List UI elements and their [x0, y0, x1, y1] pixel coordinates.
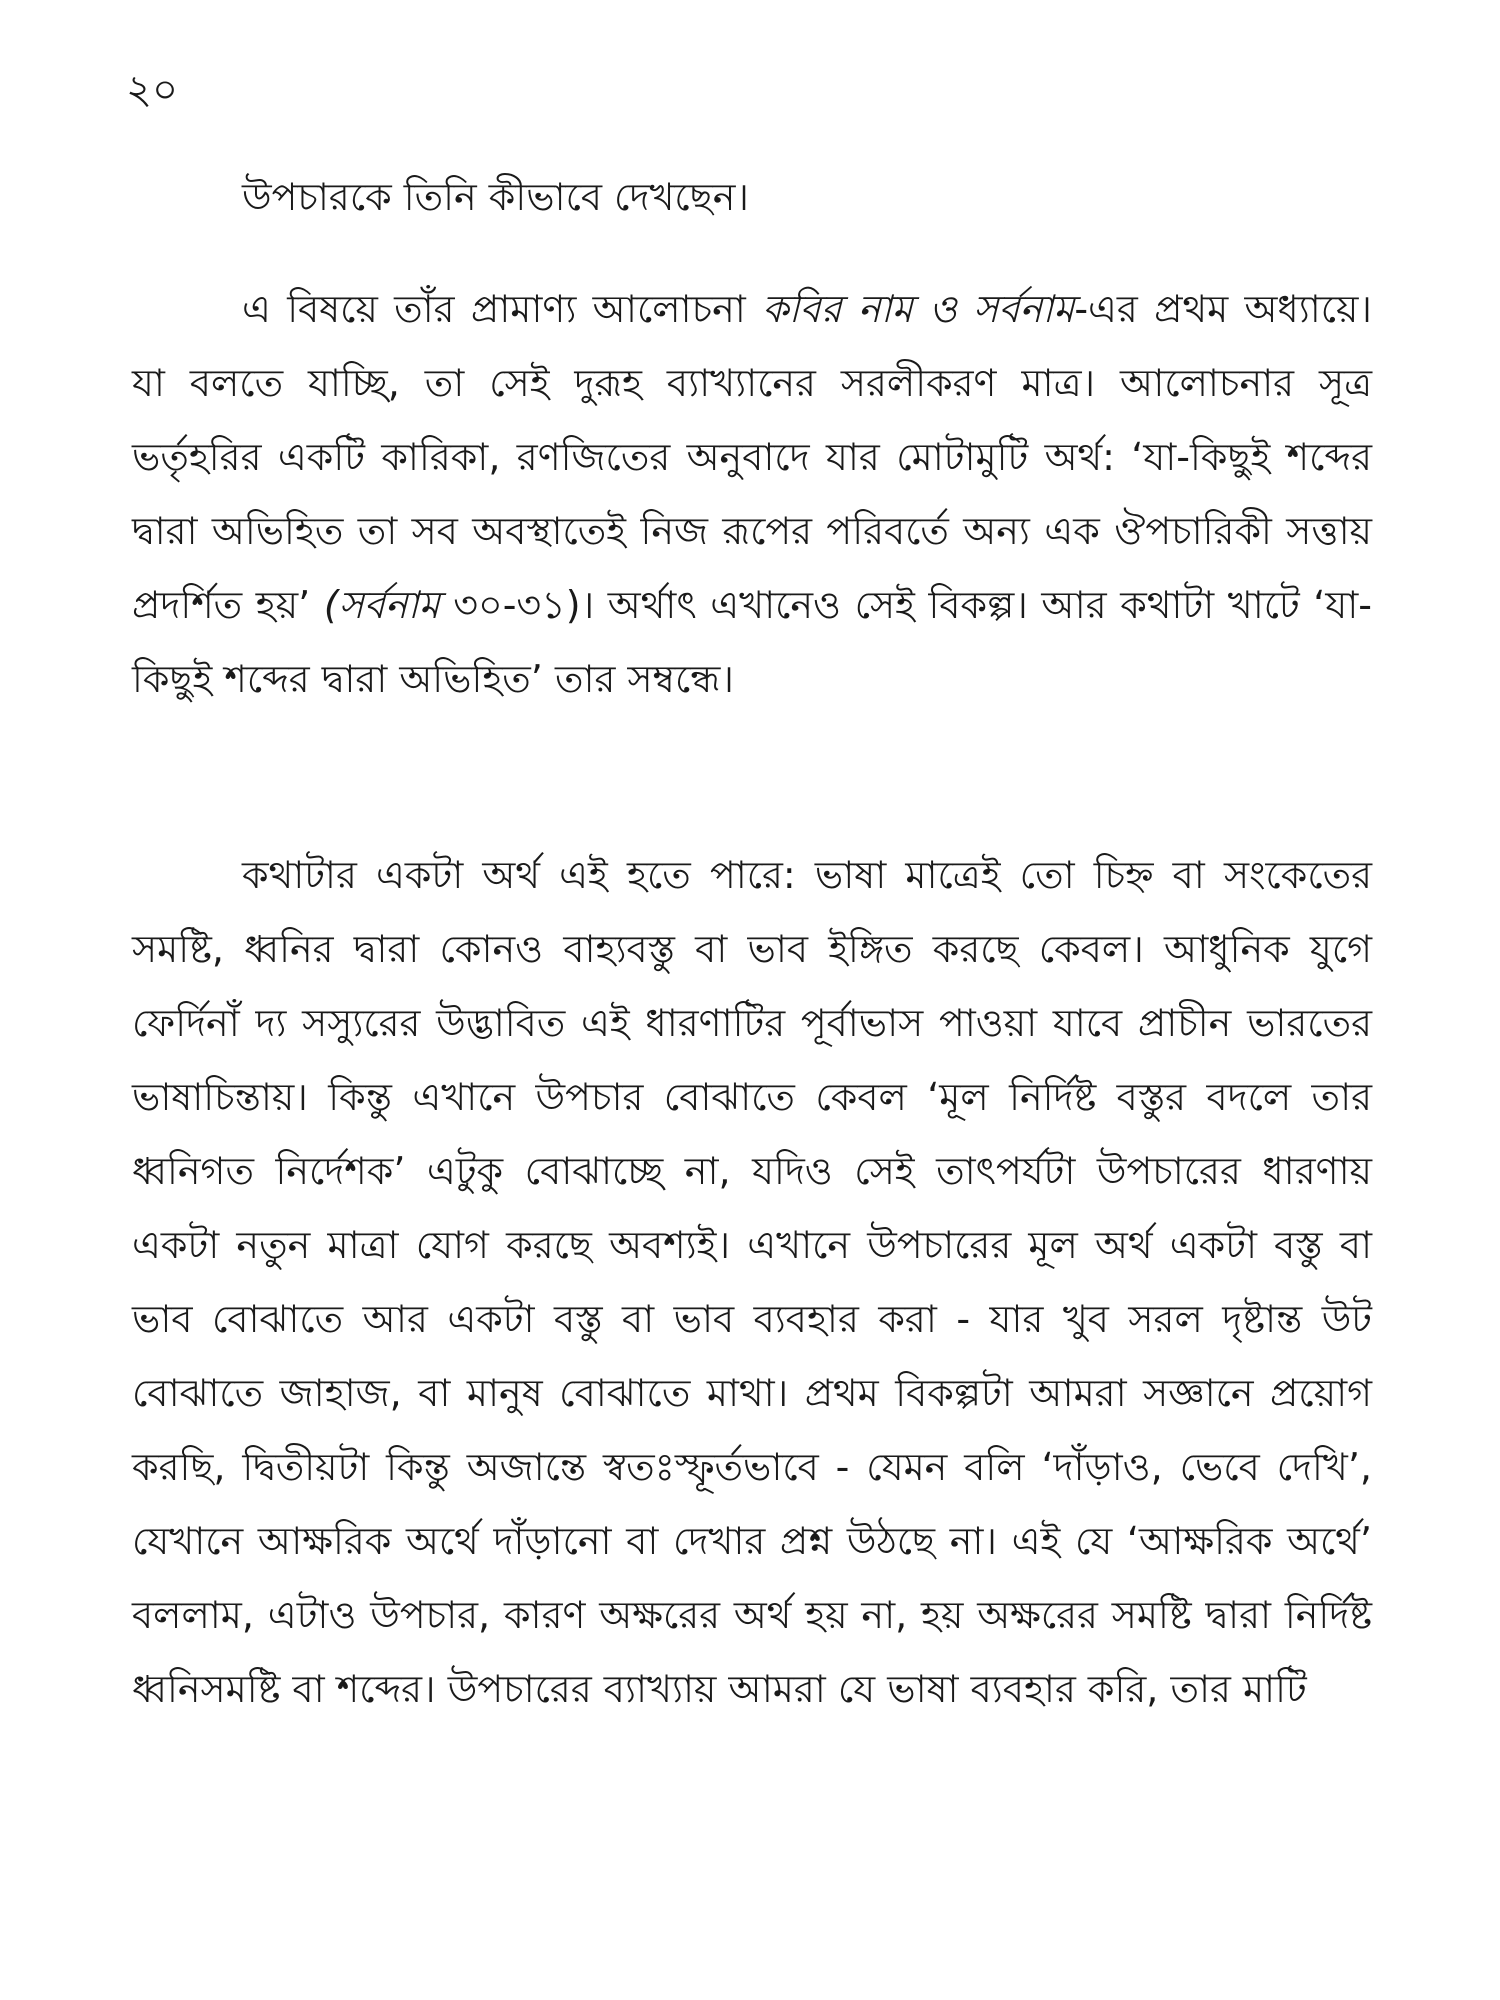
paragraph-2-text-a: এ বিষয়ে তাঁর প্রামাণ্য আলোচনা [242, 287, 763, 331]
book-title-italic: কবির নাম ও সর্বনাম [762, 287, 1075, 331]
paragraph-3: কথাটার একটা অর্থ এই হতে পারে: ভাষা মাত্রেই তো চিহ্ন বা সংকেতের সমষ্টি, ধ্বনির দ্বারা কোনও বাহ্যবস্তু বা ভাব ইঙ্গিত করছে কেবল। আধুনিক যুগে ফের্দিনাঁ দ্য সস্যুরের উদ্ভাবিত এই ধারণাটির পূর্বাভাস পাওয়া যাবে প্রাচীন ভারতের ভাষাচিন্তায়। কিন্তু এখানে উপচার বোঝাতে কেবল ‘মূল নির্দিষ্ট বস্তুর বদলে তার ধ্বনিগত নির্দেশক’ এটুকু বোঝাচ্ছে না, যদিও সেই তাৎপর্যটা উপচারের ধারণায় একটা নতুন মাত্রা যোগ করছে অবশ্যই। এখানে উপচারের মূল অর্থ একটা বস্তু বা ভাব বোঝাতে আর একটা বস্তু বা ভাব ব্যবহার করা - যার খুব সরল দৃষ্টান্ত উট বোঝাতে জাহাজ, বা মানুষ বোঝাতে মাথা। প্রথম বিকল্পটা আমরা সজ্ঞানে প্রয়োগ করছি, দ্বিতীয়টা কিন্তু অজান্তে স্বতঃস্ফূর্তভাবে - যেমন বলি ‘দাঁড়াও, ভেবে দেখি’, যেখানে আক্ষরিক অর্থে দাঁড়ানো বা দেখার প্রশ্ন উঠছে না। এই যে ‘আক্ষরিক অর্থে’ বললাম, এটাও উপচার, কারণ অক্ষরের অর্থ হয় না, হয় অক্ষরের সমষ্টি দ্বারা নির্দিষ্ট ধ্বনিসমষ্টি বা শব্দের। উপচারের ব্যাখ্যায় আমরা যে ভাষা ব্যবহার করি, তার মাটি [132, 853, 1372, 1711]
paragraph-2-text-b: -এর প্রথম অধ্যায়ে। যা বলতে যাচ্ছি, তা সেই দুরূহ ব্যাখ্যানের সরলীকরণ মাত্র। আলোচনার সূত্র ভর্তৃহরির একটি কারিকা, রণজিতের অনুবাদে যার মোটামুটি অর্থ: ‘যা-কিছুই শব্দের দ্বারা অভিহিত তা সব অবস্থাতেই নিজ রূপের পরিবর্তে অন্য এক ঔপচারিকী সত্তায় প্রদর্শিত হয়’ [132, 287, 1372, 627]
paragraph-2 [132, 272, 1372, 716]
citation-title-italic: (সর্বনাম [323, 583, 440, 627]
page-number: ২০ [126, 67, 179, 113]
paragraph-1: উপচারকে তিনি কীভাবে দেখছেন। [242, 175, 749, 219]
paragraph-2-text-c: ৩০-৩১)। অর্থাৎ এখানেও সেই বিকল্প। আর কথাটা খাটে ‘যা-কিছুই শব্দের দ্বারা অভিহিত’ তার সম্বন্ধে। [132, 583, 1372, 701]
